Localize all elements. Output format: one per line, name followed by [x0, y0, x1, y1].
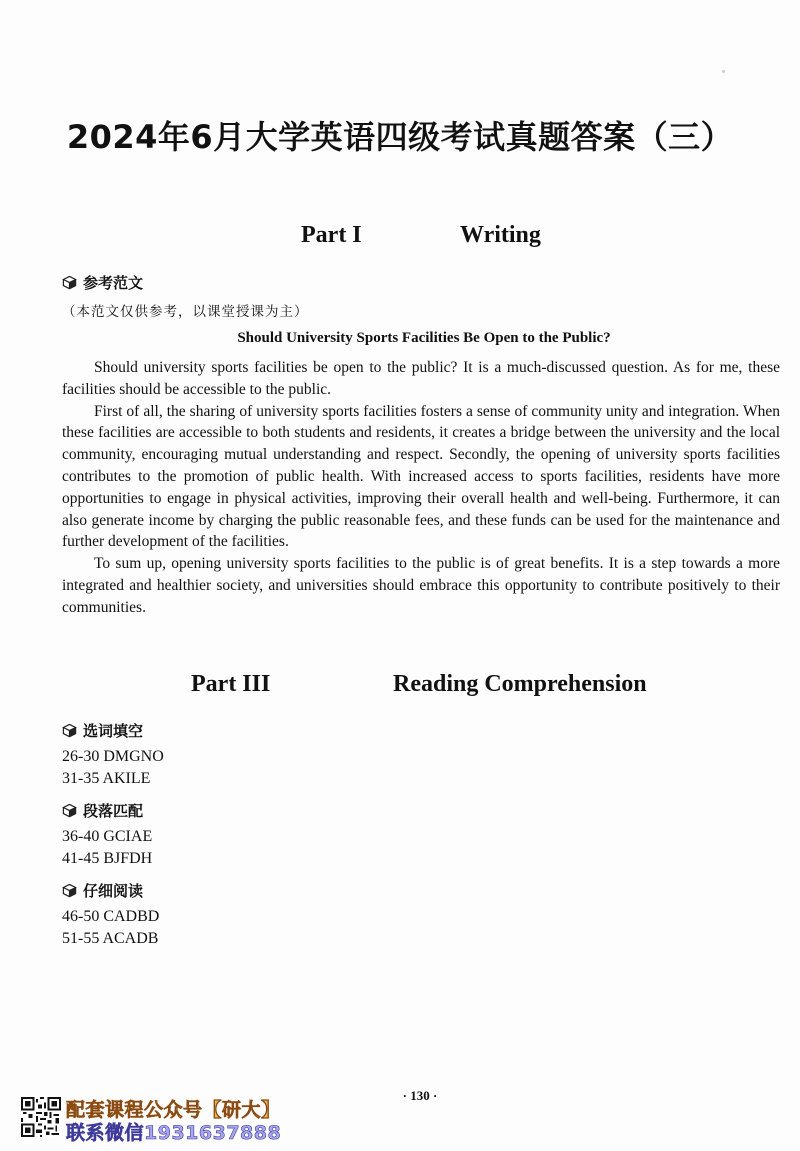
- watermark-line-1: 配套课程公众号【研大】: [66, 1099, 281, 1121]
- essay-body: [62, 357, 780, 619]
- answer-line: 41-45 BJFDH: [62, 850, 153, 867]
- answer-line: 46-50 CADBD: [62, 908, 160, 925]
- essay-paragraph: Should university sports facilities be open to the public? It is a much-discussed question. As for me, these facilities should be accessible to the public.: [62, 359, 780, 398]
- answer-line: 51-55 ACADB: [62, 930, 159, 947]
- section-heading-paragraph-matching: [62, 800, 143, 821]
- cube-icon: [62, 275, 77, 290]
- section-label: 仔细阅读: [83, 882, 144, 900]
- section-label: 选词填空: [83, 722, 144, 740]
- part3-name: Reading Comprehension: [393, 671, 647, 697]
- section-label: 段落匹配: [83, 802, 144, 820]
- cube-icon: [62, 883, 77, 898]
- answer-line: 36-40 GCIAE: [62, 828, 153, 845]
- part1-name: Writing: [460, 222, 541, 248]
- page-title: 2024年6月大学英语四级考试真题答案（三）: [66, 118, 734, 156]
- answer-line: 31-35 AKILE: [62, 770, 151, 787]
- qr-code-icon: [21, 1097, 61, 1137]
- scan-mark: [722, 70, 725, 73]
- essay-paragraph: First of all, the sharing of university sports facilities fosters a sense of community unity and integration. When these facilities are accessible to both students and residents, it creates a bridge between the university and the local community, encouraging mutual understanding and respect. Secondly, the opening of university sports facilities contributes to the promotion of public health. With increased access to sports facilities, residents have more opportunities to engage in physical activities, improving their overall health and well-being. Furthermore, it can also generate income by charging the public reasonable fees, and these funds can be used for the maintenance and further development of the facilities.: [62, 402, 780, 551]
- section-label: 参考范文: [83, 274, 144, 292]
- section-heading-sample-essay: [62, 272, 143, 293]
- cube-icon: [62, 803, 77, 818]
- section-heading-careful-reading: [62, 880, 143, 901]
- cube-icon: [62, 723, 77, 738]
- section-heading-word-bank: [62, 720, 143, 741]
- essay-title: Should University Sports Facilities Be Open to the Public?: [237, 330, 611, 346]
- part1-number: Part I: [301, 222, 362, 248]
- essay-note: （本范文仅供参考，以课堂授课为主）: [62, 304, 309, 320]
- answer-line: 26-30 DMGNO: [62, 748, 164, 765]
- part3-number: Part III: [191, 671, 271, 697]
- essay-paragraph: To sum up, opening university sports facilities to the public is of great benefits. It is a step towards a more integrated and healthier society, and universities should embrace this opportunity to contribute positively to their communities.: [62, 555, 780, 616]
- watermark-line-2: 联系微信1931637888: [66, 1122, 282, 1144]
- page-number: · 130 ·: [402, 1088, 438, 1103]
